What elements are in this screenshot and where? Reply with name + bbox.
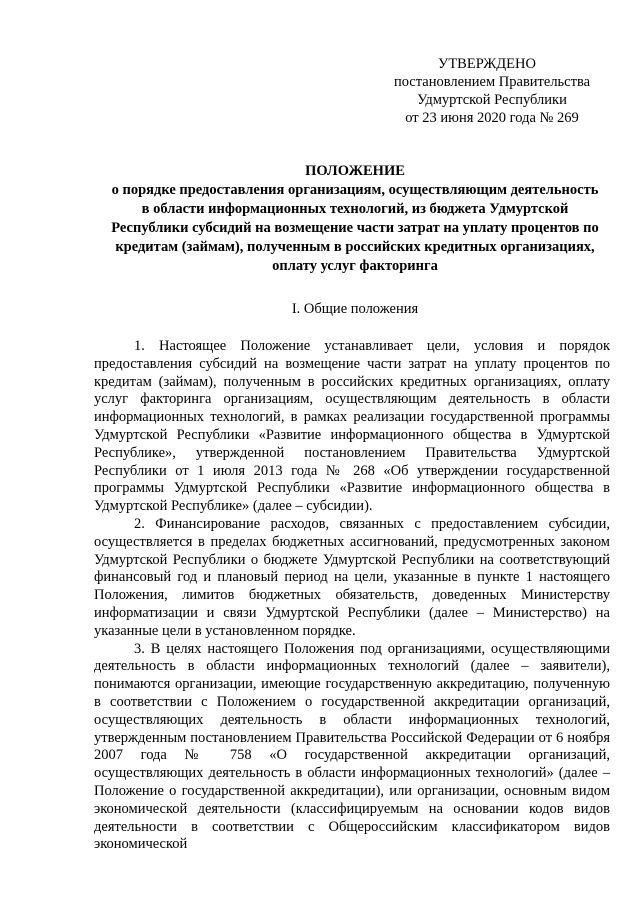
section-heading: I. Общие положения xyxy=(291,301,419,317)
approval-line: постановлением Правительства xyxy=(393,74,591,90)
title-line: Республики субсидий на возмещение части затрат на уплату процентов по xyxy=(111,220,599,236)
title-line: оплату услуг факторинга xyxy=(272,258,438,274)
approval-heading: УТВЕРЖДЕНО xyxy=(438,56,536,72)
paragraph-1: 1. Настоящее Положение устанавливает цели, условия и порядок предоставления субсидий на возмещение части затрат на уплату процентов по кредитам (займам), полученным в российских кредитных организациях, оплату услуг факторинга организациям, осуществляющим деятельность в области информационных технологий, в рамках реализации государственной программы Удмуртской Республики «Развитие информационного общества в Удмуртской Республике», утвержденной постановлением Правительства Удмуртской Республики от 1 июля 2013 года № 268 «Об утверждении государственной программы Удмуртской Республики «Развитие информационного общества в Удмуртской Республике» (далее – субсидии). xyxy=(94,338,610,515)
approval-line: Удмуртской Республики xyxy=(417,92,567,108)
title-line: кредитам (займам), полученным в российских кредитных организациях, xyxy=(115,239,595,255)
title-line: о порядке предоставления организациям, осуществляющим деятельность xyxy=(111,182,599,198)
title-line: в области информационных технологий, из бюджета Удмуртской xyxy=(141,201,569,217)
paragraph-3: 3. В целях настоящего Положения под организациями, осуществляющими деятельность в области информационных технологий (далее – заявители), понимаются организации, имеющие государственную аккредитацию, полученную в соответствии с Положением о государственной аккредитации организаций, осуществляющих деятельность в области информационных технологий, утвержденным постановлением Правительства Российской Федерации от 6 ноября 2007 года № 758 «О государственной аккредитации организаций, осуществляющих деятельность в области информационных технологий» (далее – Положение о государственной аккредитации), или организации, основным видом экономической деятельности (классифицируемым на основании кодов видов деятельности в соответствии с Общероссийским классификатором видов экономической xyxy=(94,640,610,853)
title-heading: ПОЛОЖЕНИЕ xyxy=(305,163,405,179)
approval-stamp xyxy=(372,55,612,127)
paragraph-2: 2. Финансирование расходов, связанных с предоставлением субсидии, осуществляется в пределах бюджетных ассигнований, предусмотренных законом Удмуртской Республики о бюджете Удмуртской Республики на соответствующий финансовый год и плановый период на цели, указанные в пункте 1 настоящего Положения, лимитов бюджетных обязательств, доведенных Министерству информатизации и связи Удмуртской Республики (далее – Министерство) на указанные цели в установленном порядке. xyxy=(94,515,610,639)
document-title xyxy=(94,162,616,276)
approval-date-line: от 23 июня 2020 года № 269 xyxy=(405,110,579,126)
document-body xyxy=(94,338,610,854)
